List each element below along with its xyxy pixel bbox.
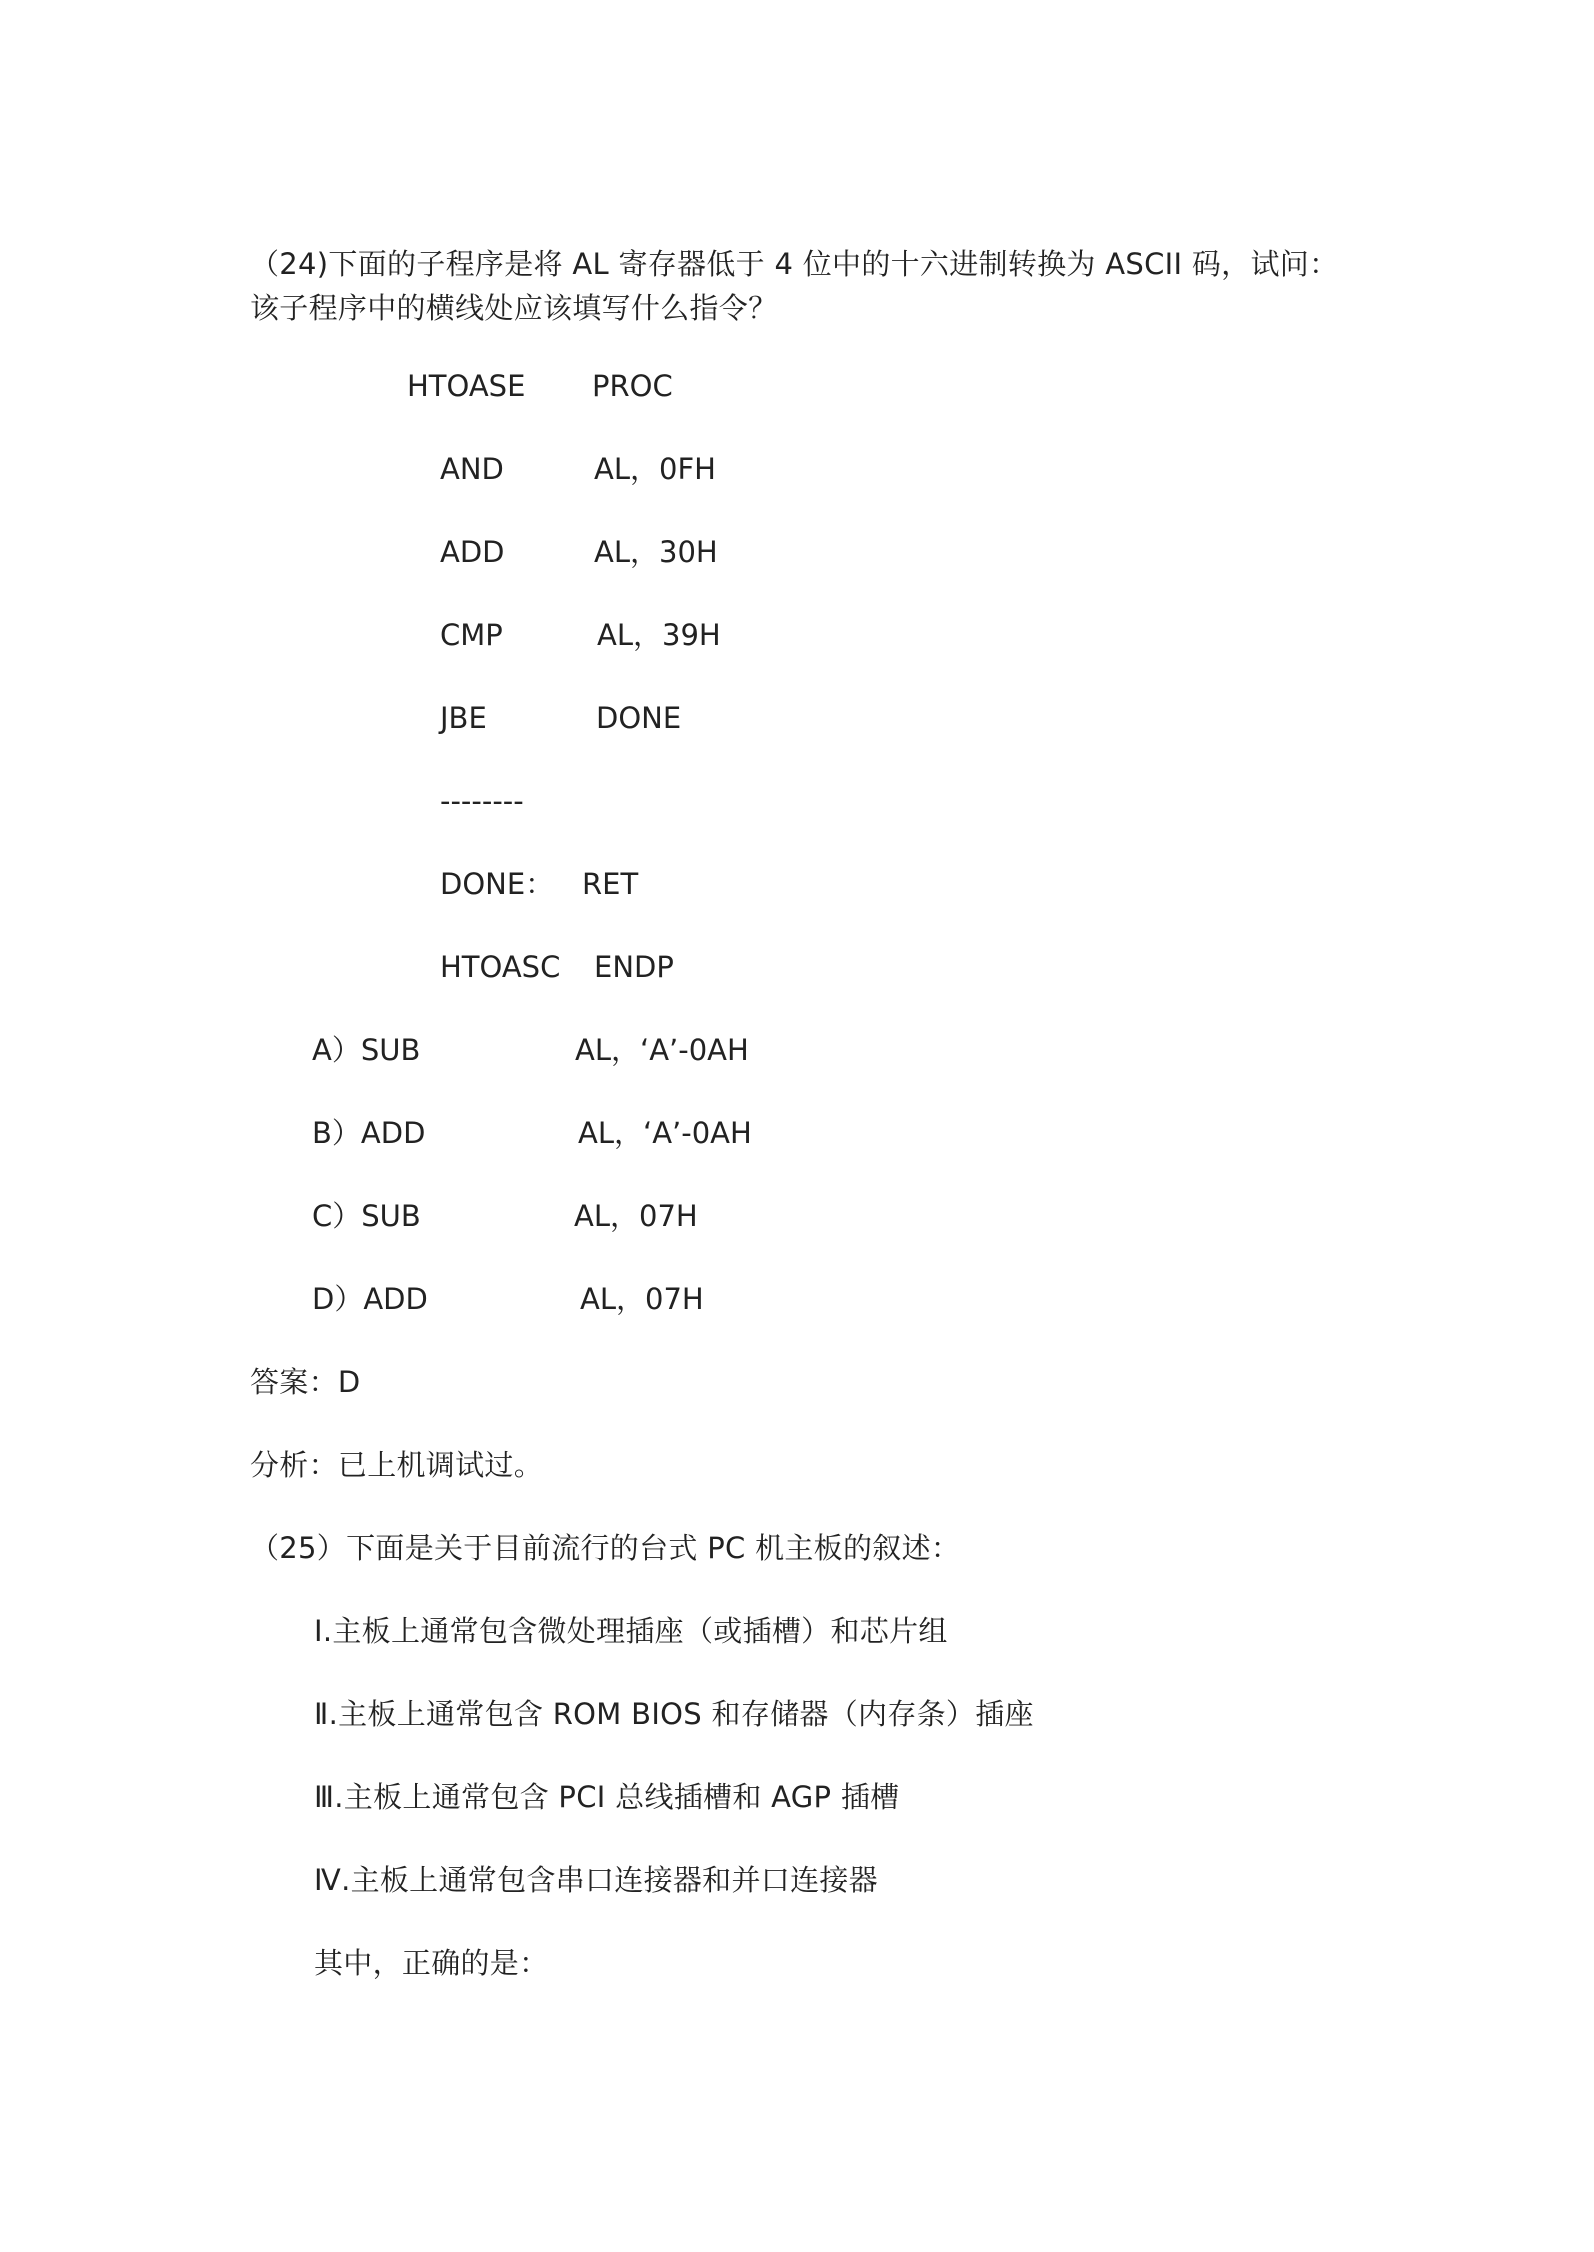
question-25-prompt: 其中，正确的是： — [314, 1946, 549, 1980]
code-arg: AL，0FH — [594, 452, 716, 486]
code-op: JBE — [440, 701, 487, 735]
code-op: DONE： — [440, 867, 555, 901]
code-blank-line: -------- — [440, 784, 524, 818]
code-op: AND — [440, 452, 504, 486]
option-b-label: B）ADD — [312, 1116, 426, 1150]
analysis-text: 分析：已上机调试过。 — [250, 1448, 544, 1482]
statement-1: Ⅰ.主板上通常包含微处理插座（或插槽）和芯片组 — [314, 1614, 948, 1648]
option-b-value: AL，‘A’-0AH — [578, 1116, 752, 1150]
question-24-title — [250, 242, 1390, 330]
statement-2: Ⅱ.主板上通常包含 ROM BIOS 和存储器（内存条）插座 — [314, 1697, 1034, 1731]
code-arg: RET — [582, 867, 639, 901]
option-c-value: AL，07H — [574, 1199, 698, 1233]
code-arg: ENDP — [594, 950, 674, 984]
question-25-title: （25）下面是关于目前流行的台式 PC 机主板的叙述： — [250, 1531, 961, 1565]
code-op: CMP — [440, 618, 503, 652]
code-op: HTOASE — [407, 369, 526, 403]
code-arg: PROC — [592, 369, 673, 403]
statement-3: Ⅲ.主板上通常包含 PCI 总线插槽和 AGP 插槽 — [314, 1780, 900, 1814]
code-arg: AL，30H — [594, 535, 718, 569]
option-d-label: D）ADD — [312, 1282, 428, 1316]
code-arg: DONE — [596, 701, 682, 735]
option-d-value: AL，07H — [580, 1282, 704, 1316]
option-c-label: C）SUB — [312, 1199, 421, 1233]
option-a-label: A）SUB — [312, 1033, 421, 1067]
question-24-title-line-1: （24)下面的子程序是将 AL 寄存器低于 4 位中的十六进制转换为 ASCII 码，试问： — [250, 247, 1339, 281]
code-op: HTOASC — [440, 950, 561, 984]
option-a-value: AL，‘A’-0AH — [575, 1033, 749, 1067]
statement-4: Ⅳ.主板上通常包含串口连接器和并口连接器 — [314, 1863, 878, 1897]
question-24-title-line-2: 该子程序中的横线处应该填写什么指令？ — [250, 291, 778, 325]
answer-text: 答案：D — [250, 1365, 361, 1399]
code-op: ADD — [440, 535, 505, 569]
code-arg: AL，39H — [597, 618, 721, 652]
